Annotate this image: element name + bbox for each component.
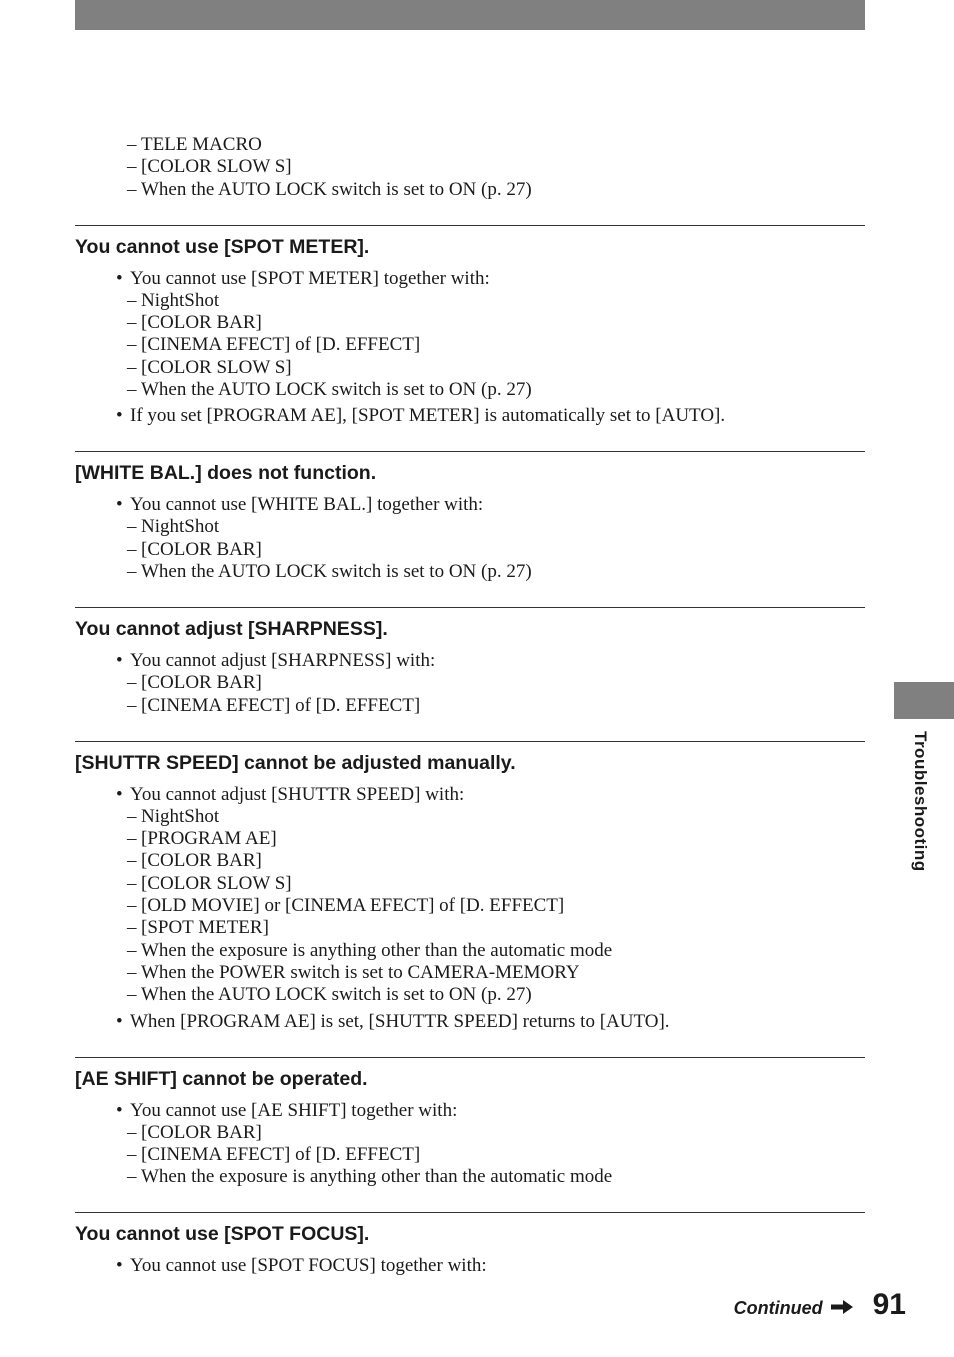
list-subitem: – When the AUTO LOCK switch is set to ON (p. 27) (75, 379, 865, 401)
section-body (75, 783, 865, 1033)
sections-container (75, 225, 865, 1278)
bullet-item: • When [PROGRAM AE] is set, [SHUTTR SPEED] returns to [AUTO]. (75, 1010, 865, 1033)
list-subitem: – When the exposure is anything other than the automatic mode (75, 1166, 865, 1188)
header-bar (75, 0, 865, 30)
page-footer (734, 1288, 906, 1322)
list-subitem: – [PROGRAM AE] (75, 828, 865, 850)
list-subitem: – NightShot (75, 516, 865, 538)
list-subitem: – [CINEMA EFECT] of [D. EFFECT] (75, 695, 865, 717)
list-subitem: – When the exposure is anything other than the automatic mode (75, 940, 865, 962)
list-subitem: – [COLOR BAR] (75, 312, 865, 334)
list-subitem: – When the AUTO LOCK switch is set to ON (p. 27) (75, 984, 865, 1006)
bullet-item: • You cannot use [AE SHIFT] together with: (75, 1099, 865, 1122)
bullet-item: • You cannot use [WHITE BAL.] together with: (75, 493, 865, 516)
list-subitem: – [COLOR SLOW S] (75, 873, 865, 895)
bullet-block (75, 404, 865, 427)
section-title: [WHITE BAL.] does not function. (75, 462, 377, 485)
troubleshooting-section (75, 451, 865, 583)
bullet-item: • You cannot use [SPOT FOCUS] together with: (75, 1254, 865, 1277)
list-subitem: – When the POWER switch is set to CAMERA-MEMORY (75, 962, 865, 984)
section-title: You cannot adjust [SHARPNESS]. (75, 618, 388, 641)
bullet-item: • You cannot use [SPOT METER] together with: (75, 267, 865, 290)
list-subitem: – When the AUTO LOCK switch is set to ON (p. 27) (75, 179, 865, 201)
intro-list (75, 134, 865, 201)
list-subitem: – [OLD MOVIE] or [CINEMA EFECT] of [D. EFFECT] (75, 895, 865, 917)
bullet-block (75, 1099, 865, 1189)
troubleshooting-section (75, 225, 865, 427)
side-tab-label: Troubleshooting (911, 731, 930, 872)
list-subitem: – [COLOR BAR] (75, 850, 865, 872)
bullet-block (75, 783, 865, 1007)
bullet-block (75, 1254, 865, 1277)
list-subitem: – TELE MACRO (75, 134, 865, 156)
bullet-block (75, 267, 865, 401)
troubleshooting-section (75, 1057, 865, 1189)
section-body (75, 267, 865, 427)
section-body (75, 1099, 865, 1189)
list-subitem: – [CINEMA EFECT] of [D. EFFECT] (75, 1144, 865, 1166)
list-subitem: – NightShot (75, 290, 865, 312)
section-body (75, 1254, 865, 1277)
section-title: [AE SHIFT] cannot be operated. (75, 1067, 368, 1090)
bullet-item: • If you set [PROGRAM AE], [SPOT METER] is automatically set to [AUTO]. (75, 404, 865, 427)
section-body (75, 493, 865, 583)
bullet-item: • You cannot adjust [SHUTTR SPEED] with: (75, 783, 865, 806)
list-subitem: – [COLOR BAR] (75, 672, 865, 694)
bullet-block (75, 649, 865, 717)
list-subitem: – [SPOT METER] (75, 917, 865, 939)
page-number: 91 (872, 1288, 906, 1321)
bullet-block (75, 1010, 865, 1033)
troubleshooting-section (75, 607, 865, 717)
bullet-item: • You cannot adjust [SHARPNESS] with: (75, 649, 865, 672)
list-subitem: – NightShot (75, 806, 865, 828)
right-arrow-icon (831, 1300, 853, 1314)
bullet-block (75, 493, 865, 583)
section-body (75, 649, 865, 717)
page-content (75, 134, 865, 1277)
list-subitem: – When the AUTO LOCK switch is set to ON (p. 27) (75, 561, 865, 583)
list-subitem: – [COLOR SLOW S] (75, 357, 865, 379)
list-subitem: – [COLOR SLOW S] (75, 156, 865, 178)
section-title: You cannot use [SPOT METER]. (75, 235, 370, 258)
list-subitem: – [COLOR BAR] (75, 539, 865, 561)
side-tab (894, 682, 954, 719)
troubleshooting-section (75, 1212, 865, 1277)
list-subitem: – [COLOR BAR] (75, 1122, 865, 1144)
section-title: [SHUTTR SPEED] cannot be adjusted manually. (75, 751, 516, 774)
continued-label: Continued (733, 1298, 823, 1318)
list-subitem: – [CINEMA EFECT] of [D. EFFECT] (75, 334, 865, 356)
troubleshooting-section (75, 741, 865, 1033)
section-title: You cannot use [SPOT FOCUS]. (75, 1223, 370, 1246)
